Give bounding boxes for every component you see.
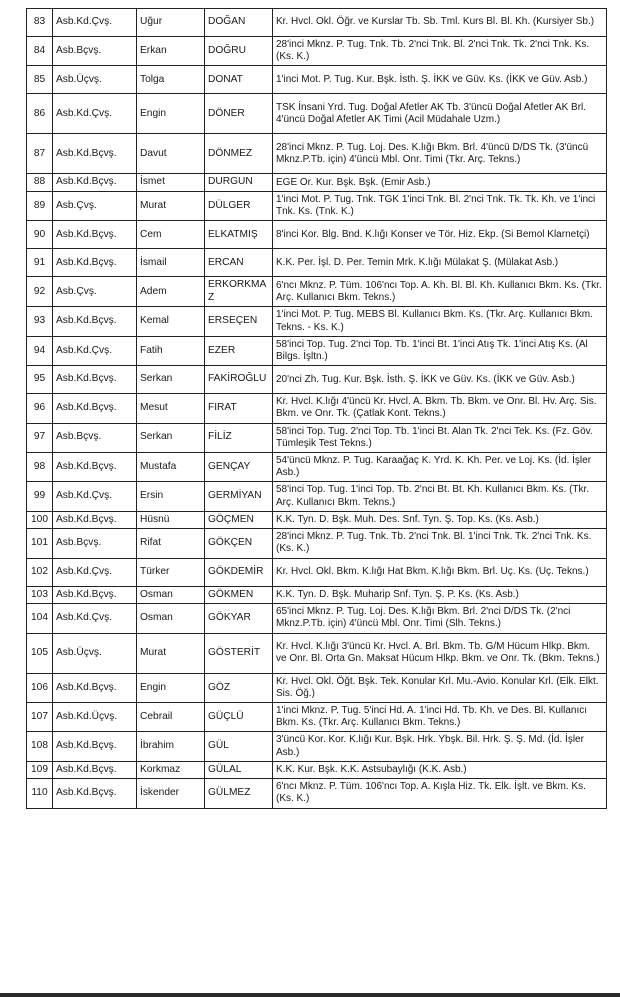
cell-first-name: Fatih	[137, 336, 205, 365]
cell-last-name: GÖSTERİT	[205, 633, 273, 673]
cell-number: 88	[27, 174, 53, 192]
table-row	[27, 558, 607, 586]
bottom-rule	[0, 993, 620, 997]
cell-rank: Asb.Üçvş.	[53, 66, 137, 94]
cell-first-name: Serkan	[137, 423, 205, 452]
cell-first-name: Mustafa	[137, 452, 205, 481]
table-row	[27, 134, 607, 174]
table-row	[27, 482, 607, 511]
cell-number: 100	[27, 511, 53, 529]
table-row	[27, 529, 607, 558]
cell-rank: Asb.Kd.Çvş.	[53, 482, 137, 511]
cell-last-name: FIRAT	[205, 394, 273, 423]
table-row	[27, 586, 607, 604]
table-row	[27, 511, 607, 529]
table-row	[27, 452, 607, 481]
cell-number: 105	[27, 633, 53, 673]
cell-unit: 54'üncü Mknz. P. Tug. Karaağaç K. Yrd. K. Kh. Per. ve Loj. Ks. (İd. İşler Asb.)	[273, 452, 607, 481]
cell-rank: Asb.Kd.Bçvş.	[53, 174, 137, 192]
cell-unit: 6'ncı Mknz. P. Tüm. 106'ncı Top. A. Kh. Bl. Bl. Kh. Kullanıcı Bkm. Ks. (Tkr. Arç. Kullanıcı Bkm. Tekns.)	[273, 277, 607, 307]
cell-number: 83	[27, 9, 53, 37]
cell-rank: Asb.Bçvş.	[53, 37, 137, 66]
table-row	[27, 174, 607, 192]
cell-rank: Asb.Kd.Bçvş.	[53, 779, 137, 808]
cell-unit: 58'inci Top. Tug. 2'nci Top. Tb. 1'inci Bt. Alan Tk. 2'nci Tek. Ks. (Fz. Göv. Tümleşik Test Tekns.)	[273, 423, 607, 452]
table-row	[27, 673, 607, 702]
cell-last-name: DONAT	[205, 66, 273, 94]
cell-rank: Asb.Bçvş.	[53, 423, 137, 452]
cell-first-name: Cem	[137, 221, 205, 249]
cell-number: 103	[27, 586, 53, 604]
cell-number: 101	[27, 529, 53, 558]
cell-last-name: GÜL	[205, 732, 273, 761]
cell-last-name: FİLİZ	[205, 423, 273, 452]
cell-last-name: DÖNER	[205, 94, 273, 134]
cell-unit: K.K. Per. İşl. D. Per. Temin Mrk. K.lığı Mülakat Ş. (Mülakat Asb.)	[273, 249, 607, 277]
cell-first-name: Osman	[137, 586, 205, 604]
cell-number: 108	[27, 732, 53, 761]
table-row	[27, 604, 607, 633]
cell-number: 104	[27, 604, 53, 633]
cell-rank: Asb.Çvş.	[53, 191, 137, 220]
cell-first-name: Murat	[137, 191, 205, 220]
cell-rank: Asb.Kd.Çvş.	[53, 336, 137, 365]
cell-unit: K.K. Kur. Bşk. K.K. Astsubaylığı (K.K. Asb.)	[273, 761, 607, 779]
cell-number: 93	[27, 307, 53, 336]
cell-first-name: Ersin	[137, 482, 205, 511]
cell-unit: 28'inci Mknz. P. Tug. Loj. Des. K.lığı Bkm. Brl. 4'üncü D/DS Tk. (3'üncü Mknz.P.Tb. için) 4'üncü Mbl. Onr. Timi (Tkr. Arç. Tekns.)	[273, 134, 607, 174]
cell-first-name: Adem	[137, 277, 205, 307]
cell-number: 87	[27, 134, 53, 174]
cell-number: 91	[27, 249, 53, 277]
cell-last-name: DÜLGER	[205, 191, 273, 220]
cell-unit: Kr. Hvcl. Okl. Öğt. Bşk. Tek. Konular Krl. Mu.-Avio. Konular Krl. (Elk. Elkt. Sis. Öğ.)	[273, 673, 607, 702]
cell-last-name: ERCAN	[205, 249, 273, 277]
cell-number: 89	[27, 191, 53, 220]
cell-number: 94	[27, 336, 53, 365]
cell-last-name: DOĞAN	[205, 9, 273, 37]
cell-rank: Asb.Kd.Bçvş.	[53, 511, 137, 529]
cell-number: 106	[27, 673, 53, 702]
cell-last-name: DÖNMEZ	[205, 134, 273, 174]
cell-rank: Asb.Kd.Bçvş.	[53, 221, 137, 249]
cell-first-name: Osman	[137, 604, 205, 633]
table-row	[27, 94, 607, 134]
cell-unit: 1'inci Mot. P. Tug. Kur. Bşk. İsth. Ş. İKK ve Güv. Ks. (İKK ve Güv. Asb.)	[273, 66, 607, 94]
cell-first-name: Uğur	[137, 9, 205, 37]
cell-unit: 28'inci Mknz. P. Tug. Tnk. Tb. 2'nci Tnk. Bl. 2'nci Tnk. Tk. 2'nci Tnk. Ks. (Ks. K.)	[273, 37, 607, 66]
table-row	[27, 37, 607, 66]
cell-last-name: GÖZ	[205, 673, 273, 702]
cell-first-name: Tolga	[137, 66, 205, 94]
cell-rank: Asb.Kd.Çvş.	[53, 558, 137, 586]
cell-unit: 6'ncı Mknz. P. Tüm. 106'ncı Top. A. Kışla Hiz. Tk. Elk. İşlt. ve Bkm. Ks. (Ks. K.)	[273, 779, 607, 808]
cell-number: 97	[27, 423, 53, 452]
cell-last-name: GÖÇMEN	[205, 511, 273, 529]
cell-rank: Asb.Kd.Bçvş.	[53, 134, 137, 174]
table-body	[27, 9, 607, 809]
cell-unit: 1'inci Mot. P. Tug. Tnk. TGK 1'inci Tnk. Bl. 2'nci Tnk. Tk. Tk. Kh. ve 1'inci Tnk. Ks. (Tnk. K.)	[273, 191, 607, 220]
table-row	[27, 394, 607, 423]
cell-first-name: Murat	[137, 633, 205, 673]
cell-unit: K.K. Tyn. D. Bşk. Muh. Des. Snf. Tyn. Ş. Top. Ks. (Ks. Asb.)	[273, 511, 607, 529]
cell-last-name: GERMİYAN	[205, 482, 273, 511]
cell-number: 84	[27, 37, 53, 66]
cell-unit: 58'inci Top. Tug. 1'inci Top. Tb. 2'nci Bt. Bt. Kh. Kullanıcı Bkm. Ks. (Tkr. Arç. Kullanıcı Bkm. Tekns.)	[273, 482, 607, 511]
cell-first-name: Korkmaz	[137, 761, 205, 779]
cell-unit: 1'inci Mknz. P. Tug. 5'inci Hd. A. 1'inci Hd. Tb. Kh. ve Des. Bl. Kullanıcı Bkm. Ks. (Tkr. Arç. Kullanıcı Bkm. Tekns.)	[273, 702, 607, 731]
cell-last-name: EZER	[205, 336, 273, 365]
cell-unit: 8'inci Kor. Blg. Bnd. K.lığı Konser ve Tör. Hiz. Ekp. (Si Bemol Klarnetçi)	[273, 221, 607, 249]
cell-number: 96	[27, 394, 53, 423]
cell-number: 95	[27, 366, 53, 394]
table-row	[27, 307, 607, 336]
table-row	[27, 633, 607, 673]
cell-rank: Asb.Bçvş.	[53, 529, 137, 558]
cell-first-name: Erkan	[137, 37, 205, 66]
cell-first-name: İsmail	[137, 249, 205, 277]
table-row	[27, 779, 607, 808]
cell-first-name: Mesut	[137, 394, 205, 423]
cell-rank: Asb.Kd.Çvş.	[53, 604, 137, 633]
cell-last-name: GÜÇLÜ	[205, 702, 273, 731]
table-row	[27, 761, 607, 779]
table-row	[27, 366, 607, 394]
cell-rank: Asb.Kd.Bçvş.	[53, 307, 137, 336]
cell-rank: Asb.Üçvş.	[53, 633, 137, 673]
cell-last-name: FAKİROĞLU	[205, 366, 273, 394]
cell-first-name: Serkan	[137, 366, 205, 394]
cell-number: 102	[27, 558, 53, 586]
cell-first-name: Engin	[137, 94, 205, 134]
cell-unit: EGE Or. Kur. Bşk. Bşk. (Emir Asb.)	[273, 174, 607, 192]
table-row	[27, 221, 607, 249]
cell-number: 92	[27, 277, 53, 307]
table-row	[27, 423, 607, 452]
cell-unit: 28'inci Mknz. P. Tug. Tnk. Tb. 2'nci Tnk. Bl. 1'inci Tnk. Tk. 2'nci Tnk. Ks. (Ks. K.)	[273, 529, 607, 558]
cell-rank: Asb.Kd.Bçvş.	[53, 394, 137, 423]
cell-unit: 1'inci Mot. P. Tug. MEBS Bl. Kullanıcı Bkm. Ks. (Tkr. Arç. Kullanıcı Bkm. Tekns. - Ks. K.)	[273, 307, 607, 336]
table-row	[27, 702, 607, 731]
cell-rank: Asb.Kd.Üçvş.	[53, 702, 137, 731]
cell-first-name: Cebrail	[137, 702, 205, 731]
cell-number: 99	[27, 482, 53, 511]
cell-unit: Kr. Hvcl. K.lığı 4'üncü Kr. Hvcl. A. Bkm. Tb. Bkm. ve Onr. Bl. Hv. Arç. Sis. Bkm. ve Onr. Tk. (Çatlak Kont. Tekns.)	[273, 394, 607, 423]
cell-last-name: DOĞRU	[205, 37, 273, 66]
cell-last-name: GÜLMEZ	[205, 779, 273, 808]
cell-first-name: Rifat	[137, 529, 205, 558]
cell-rank: Asb.Kd.Bçvş.	[53, 673, 137, 702]
cell-unit: 20'nci Zh. Tug. Kur. Bşk. İsth. Ş. İKK ve Güv. Ks. (İKK ve Güv. Asb.)	[273, 366, 607, 394]
cell-last-name: GENÇAY	[205, 452, 273, 481]
table-row	[27, 732, 607, 761]
cell-rank: Asb.Kd.Bçvş.	[53, 761, 137, 779]
cell-first-name: İbrahim	[137, 732, 205, 761]
cell-number: 98	[27, 452, 53, 481]
cell-unit: 3'üncü Kor. Kor. K.lığı Kur. Bşk. Hrk. Ybşk. Bil. Hrk. Ş. Ş. Md. (İd. İşler Asb.)	[273, 732, 607, 761]
cell-unit: 65'inci Mknz. P. Tug. Loj. Des. K.lığı Bkm. Brl. 2'nci D/DS Tk. (2'nci Mknz.P.Tb. için) 4'üncü Mbl. Onr. Timi (Slh. Tekns.)	[273, 604, 607, 633]
cell-last-name: ERSEÇEN	[205, 307, 273, 336]
cell-number: 85	[27, 66, 53, 94]
cell-unit: K.K. Tyn. D. Bşk. Muharip Snf. Tyn. Ş. P. Ks. (Ks. Asb.)	[273, 586, 607, 604]
table-row	[27, 336, 607, 365]
table-row	[27, 66, 607, 94]
cell-number: 107	[27, 702, 53, 731]
cell-rank: Asb.Kd.Bçvş.	[53, 249, 137, 277]
cell-unit: Kr. Hvcl. Okl. Öğr. ve Kurslar Tb. Sb. Tml. Kurs Bl. Bl. Kh. (Kursiyer Sb.)	[273, 9, 607, 37]
cell-unit: TSK İnsani Yrd. Tug. Doğal Afetler AK Tb. 3'üncü Doğal Afetler AK Brl. 4'üncü Doğal Afetler AK Timi (Acil Müdahale Uzm.)	[273, 94, 607, 134]
cell-number: 110	[27, 779, 53, 808]
personnel-table	[26, 8, 607, 809]
cell-first-name: Engin	[137, 673, 205, 702]
cell-last-name: GÜLAL	[205, 761, 273, 779]
cell-rank: Asb.Kd.Bçvş.	[53, 732, 137, 761]
table-row	[27, 249, 607, 277]
cell-rank: Asb.Kd.Çvş.	[53, 9, 137, 37]
cell-unit: Kr. Hvcl. K.lığı 3'üncü Kr. Hvcl. A. Brl. Bkm. Tb. G/M Hücum Hlkp. Bkm. ve Onr. Bl. Orta Gn. Maksat Hücum Hlkp. Bkm. ve Onr. Tk. (Bkm. Tekns.)	[273, 633, 607, 673]
cell-first-name: Hüsnü	[137, 511, 205, 529]
cell-rank: Asb.Çvş.	[53, 277, 137, 307]
cell-number: 109	[27, 761, 53, 779]
table-row	[27, 9, 607, 37]
cell-rank: Asb.Kd.Bçvş.	[53, 366, 137, 394]
cell-first-name: Davut	[137, 134, 205, 174]
cell-last-name: GÖKYAR	[205, 604, 273, 633]
cell-number: 90	[27, 221, 53, 249]
document-page	[26, 8, 606, 809]
cell-rank: Asb.Kd.Bçvş.	[53, 586, 137, 604]
table-row	[27, 277, 607, 307]
cell-unit: 58'inci Top. Tug. 2'nci Top. Tb. 1'inci Bt. 1'inci Atış Tk. 1'inci Atış Ks. (Al Bilgs. İşltn.)	[273, 336, 607, 365]
cell-last-name: ELKATMIŞ	[205, 221, 273, 249]
cell-number: 86	[27, 94, 53, 134]
cell-last-name: ERKORKMAZ	[205, 277, 273, 307]
cell-first-name: İsmet	[137, 174, 205, 192]
cell-last-name: DURGUN	[205, 174, 273, 192]
table-row	[27, 191, 607, 220]
cell-rank: Asb.Kd.Çvş.	[53, 94, 137, 134]
cell-first-name: İskender	[137, 779, 205, 808]
cell-last-name: GÖKÇEN	[205, 529, 273, 558]
cell-last-name: GÖKDEMİR	[205, 558, 273, 586]
cell-last-name: GÖKMEN	[205, 586, 273, 604]
cell-first-name: Türker	[137, 558, 205, 586]
cell-first-name: Kemal	[137, 307, 205, 336]
cell-rank: Asb.Kd.Bçvş.	[53, 452, 137, 481]
cell-unit: Kr. Hvcl. Okl. Bkm. K.lığı Hat Bkm. K.lığı Bkm. Brl. Uç. Ks. (Uç. Tekns.)	[273, 558, 607, 586]
